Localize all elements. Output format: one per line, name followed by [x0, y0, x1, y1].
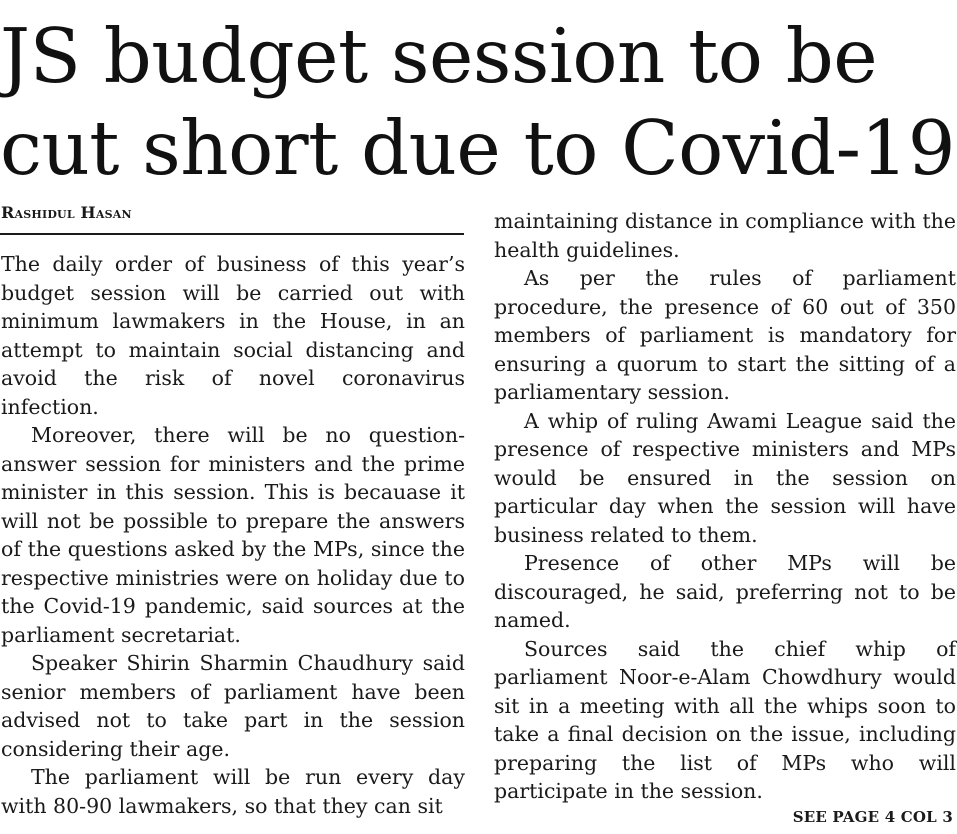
byline: Rashidul Hasan: [1, 203, 132, 222]
paragraph: Speaker Shirin Sharmin Chaudhury said senior members of parliament have been advised not to take part in the session considering their age.: [1, 651, 465, 761]
paragraph: A whip of ruling Awami League said the presence of respective ministers and MPs would be ensured in the session on particular day when the session will have business related to them.: [494, 408, 956, 547]
article-column-right: [494, 207, 956, 806]
headline-line-1: JS budget session to be: [0, 12, 878, 100]
paragraph: Presence of other MPs will be discouraged, he said, preferring not to be named.: [494, 551, 956, 632]
paragraph: As per the rules of parliament procedure, the presence of 60 out of 350 members of parliament is mandatory for ensuring a quorum to start the sitting of a parliamentary session.: [494, 266, 956, 404]
byline-rule: [0, 233, 464, 235]
article-column-left: [1, 250, 465, 820]
headline: [0, 10, 955, 194]
paragraph: The parliament will be run every day with 80-90 lawmakers, so that they can sit: [1, 765, 465, 818]
paragraph: The daily order of business of this year’s budget session will be carried out with minimum lawmakers in the House, in an attempt to maintain social distancing and avoid the risk of novel coronavirus infection.: [1, 252, 465, 419]
paragraph: Moreover, there will be no question-answer session for ministers and the prime minister in this session. This is becauase it will not be possible to prepare the answers of the questions asked by the MPs, since the respective ministries were on holiday due to the Covid-19 pandemic, said sources at the parliament secretariat.: [1, 423, 465, 647]
continuation-jump-line: SEE PAGE 4 COL 3: [792, 808, 953, 826]
paragraph: Sources said the chief whip of parliament Noor-e-Alam Chowdhury would sit in a meeting with all the whips soon to take a final decision on the issue, including preparing the list of MPs who will participate in the session.: [494, 636, 956, 803]
headline-line-2: cut short due to Covid-19: [0, 104, 955, 192]
paragraph: maintaining distance in compliance with the health guidelines.: [494, 209, 956, 262]
